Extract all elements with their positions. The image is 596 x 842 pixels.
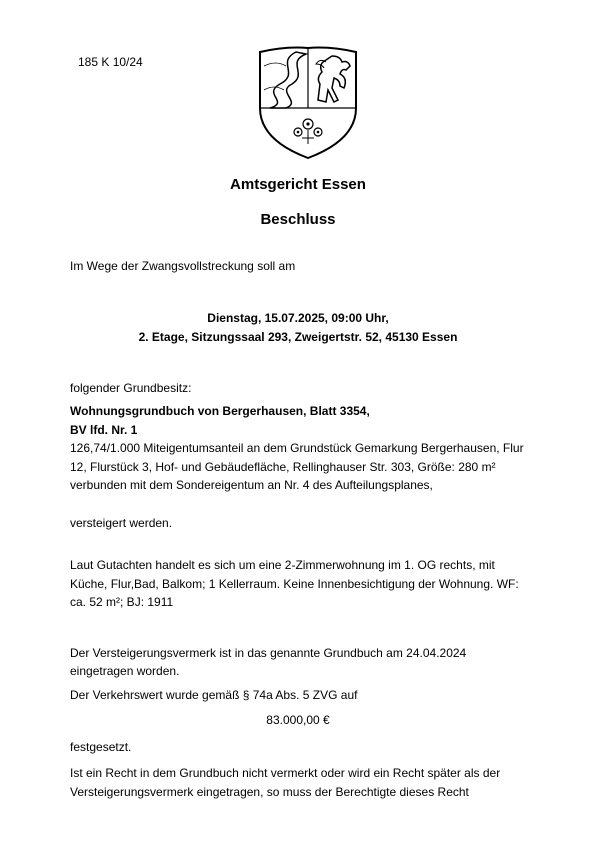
document-title: Beschluss — [260, 211, 336, 228]
bv-line: BV lfd. Nr. 1 — [70, 423, 138, 437]
appraisal-line: Küche, Flur,Bad, Balkom; 1 Kellerraum. Keine Innenbesichtigung der Wohnung. WF: — [70, 577, 519, 591]
auction-line: versteigert werden. — [70, 516, 173, 530]
appraisal-line: ca. 52 m²; BJ: 1911 — [70, 595, 174, 609]
nrw-coat-of-arms — [256, 44, 360, 160]
auction-date: Dienstag, 15.07.2025, 09:00 Uhr, — [207, 311, 389, 325]
rights-line: Versteigerungsvermerk eingetragen, so muss der Berechtigte dieses Recht — [70, 785, 469, 799]
register-line: Wohnungsgrundbuch von Bergerhausen, Blatt 3354, — [70, 404, 370, 418]
property-intro: folgender Grundbesitz: — [70, 381, 192, 395]
rights-line: Ist ein Recht in dem Grundbuch nicht vermerkt oder wird ein Recht später als der — [70, 766, 501, 780]
value-amount: 83.000,00 € — [266, 713, 330, 727]
appraisal-line: Laut Gutachten handelt es sich um eine 2-Zimmerwohnung im 1. OG rechts, mit — [70, 558, 495, 572]
property-desc-line: 126,74/1.000 Miteigentumsanteil an dem Grundstück Gemarkung Bergerhausen, Flur — [70, 441, 524, 455]
court-name: Amtsgericht Essen — [230, 176, 366, 193]
entry-line: eingetragen worden. — [70, 664, 180, 678]
value-outro: festgesetzt. — [70, 740, 132, 754]
auction-location: 2. Etage, Sitzungssaal 293, Zweigertstr. 52, 45130 Essen — [138, 330, 458, 344]
value-intro: Der Verkehrswert wurde gemäß § 74a Abs. 5 ZVG auf — [70, 688, 358, 702]
property-desc-line: verbunden mit dem Sondereigentum an Nr. 4 des Aufteilungsplanes, — [70, 478, 433, 492]
property-desc-line: 12, Flurstück 3, Hof- und Gebäudefläche, Rellinghauser Str. 303, Größe: 280 m² — [70, 460, 496, 474]
case-number: 185 K 10/24 — [78, 55, 143, 69]
entry-line: Der Versteigerungsvermerk ist in das genannte Grundbuch am 24.04.2024 — [70, 646, 467, 660]
intro-text: Im Wege der Zwangsvollstreckung soll am — [70, 259, 296, 273]
